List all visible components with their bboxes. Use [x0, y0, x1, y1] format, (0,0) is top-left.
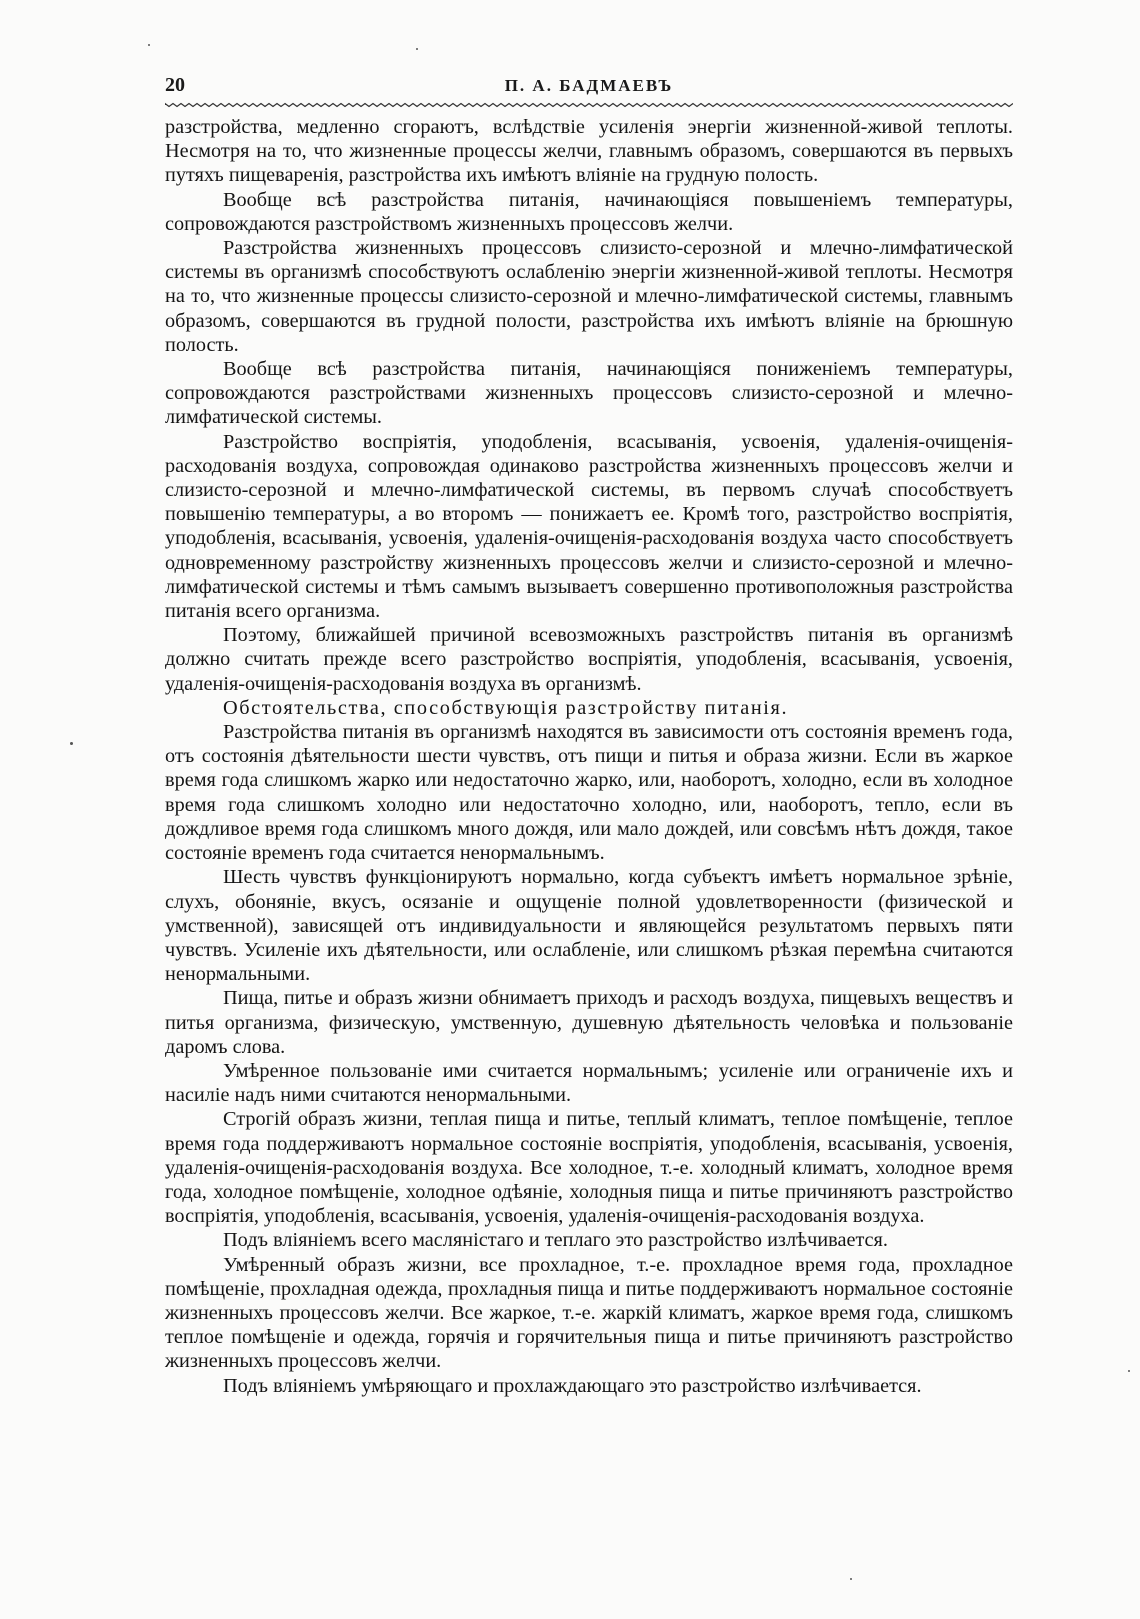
paragraph: Шесть чувствъ функціонируютъ нормально, когда субъектъ имѣетъ нормальное зрѣніе, слухъ, обоняніе, вкусъ, осязаніе и ощущеніе полной удовлетворенности (физической и умственной), зависящей отъ индивидуальности и являющейся результатомъ первыхъ пяти чувствъ. Усиленіе ихъ дѣятельности, или ослабленіе, или слишкомъ рѣзкая перемѣна считаются ненормальными. [165, 866, 1013, 986]
body-text [165, 115, 1013, 1398]
scan-speck [70, 742, 73, 745]
page-number: 20 [165, 74, 185, 96]
section-subheading: Обстоятельства, способствующія разстройству питанія. [223, 696, 789, 719]
paragraph: Поэтому, ближайшей причиной всевозможныхъ разстройствъ питанія въ организмѣ должно считать прежде всего разстройство воспріятія, уподобленія, всасыванія, усвоенія, удаленія-очищенія-расходованія воздуха въ организмѣ. [165, 624, 1013, 695]
header-wavy-rule [165, 102, 1013, 108]
paragraph: Разстройство воспріятія, уподобленія, всасыванія, усвоенія, удаленія-очищенія-расходованія воздуха, сопровождая одинаково разстройства жизненныхъ процессовъ желчи и слизисто-серозной и млечно-лимфатической системы, въ первомъ случаѣ способствуетъ повышенію температуры, а во второмъ — понижаетъ ее. Кромѣ того, разстройство воспріятія, уподобленія, всасыванія, усвоенія, удаленія-очищенія-расходованія воздуха часто способствуетъ одновременному разстройству жизненныхъ процессовъ желчи и слизисто-серозной и млечно-лимфатической системы и тѣмъ самымъ вызываетъ совершенно противоположныя разстройства питанія всего организма. [165, 430, 1013, 623]
scan-speck [1128, 1370, 1130, 1372]
paragraph: Подъ вліяніемъ всего масляністаго и теплаго это разстройство излѣчивается. [223, 1229, 888, 1252]
paragraph: разстройства, медленно сгораютъ, вслѣдствіе усиленія энергіи жизненной-живой теплоты. Несмотря на то, что жизненные процессы желчи, главнымъ образомъ, совершаются въ первыхъ путяхъ пищеваренія, разстройства ихъ имѣютъ вліяніе на грудную полость. [165, 116, 1013, 187]
scan-speck [850, 1578, 852, 1580]
scan-speck [416, 48, 418, 50]
paragraph: Умѣренный образъ жизни, все прохладное, т.-е. прохладное время года, прохладное помѣщеніе, прохладная одежда, прохладныя пища и питье поддерживаютъ нормальное состояніе жизненныхъ процессовъ желчи. Все жаркое, т.-е. жаркій климатъ, жаркое время года, слишкомъ теплое помѣщеніе и одежда, горячія и горячительныя пища и питье причиняютъ разстройство жизненныхъ процессовъ желчи. [165, 1253, 1013, 1373]
paragraph: Строгій образъ жизни, теплая пища и питье, теплый климатъ, теплое помѣщеніе, теплое время года поддерживаютъ нормальное состояніе воспріятія, уподобленія, всасыванія, усвоенія, удаленія-очищенія-расходованія воздуха. Все холодное, т.-е. холодный климатъ, холодное время года, холодное помѣщеніе, холодное одѣяніе, холодныя пища и питье причиняютъ разстройство воспріятія, уподобленія, всасыванія, усвоенія, удаленія-очищенія-расходованія воздуха. [165, 1108, 1013, 1228]
paragraph: Пища, питье и образъ жизни обнимаетъ приходъ и расходъ воздуха, пищевыхъ веществъ и питья организма, физическую, умственную, душевную дѣятельность человѣка и пользованіе даромъ слова. [165, 987, 1013, 1058]
paragraph: Разстройства питанія въ организмѣ находятся въ зависимости отъ состоянія временъ года, отъ состоянія дѣятельности шести чувствъ, отъ пищи и питья и образа жизни. Если въ жаркое время года слишкомъ жарко или недостаточно жарко, или, наоборотъ, холодно, если въ холодное время года слишкомъ холодно или недостаточно холодно, или, наоборотъ, тепло, если въ дождливое время года слишкомъ много дождя, или мало дождей, или совсѣмъ нѣтъ дождя, такое состояніе временъ года считается ненормальнымъ. [165, 721, 1013, 865]
paragraph: Умѣренное пользованіе ими считается нормальнымъ; усиленіе или ограниченіе ихъ и насиліе надъ ними считаются ненормальными. [165, 1059, 1013, 1107]
running-head [165, 74, 1013, 104]
paragraph: Вообще всѣ разстройства питанія, начинающіяся пониженіемъ температуры, сопровождаются разстройствами жизненныхъ процессовъ слизисто-серозной и млечно-лимфатической системы. [165, 358, 1013, 429]
scan-speck [148, 44, 150, 46]
paragraph: Подъ вліяніемъ умѣряющаго и прохлаждающаго это разстройство излѣчивается. [223, 1374, 922, 1397]
paragraph: Вообще всѣ разстройства питанія, начинающіяся повышеніемъ температуры, сопровождаются разстройствомъ жизненныхъ процессовъ желчи. [165, 188, 1013, 235]
running-head-author: П. А. БАДМАЕВЪ [504, 76, 674, 95]
paragraph: Разстройства жизненныхъ процессовъ слизисто-серозной и млечно-лимфатической системы въ организмѣ способствуютъ ослабленію энергіи жизненной-живой теплоты. Несмотря на то, что жизненные процессы слизисто-серозной и млечно-лимфатической системы, главнымъ образомъ, совершаются въ грудной полости, разстройства ихъ имѣютъ вліяніе на брюшную полость. [165, 237, 1013, 356]
